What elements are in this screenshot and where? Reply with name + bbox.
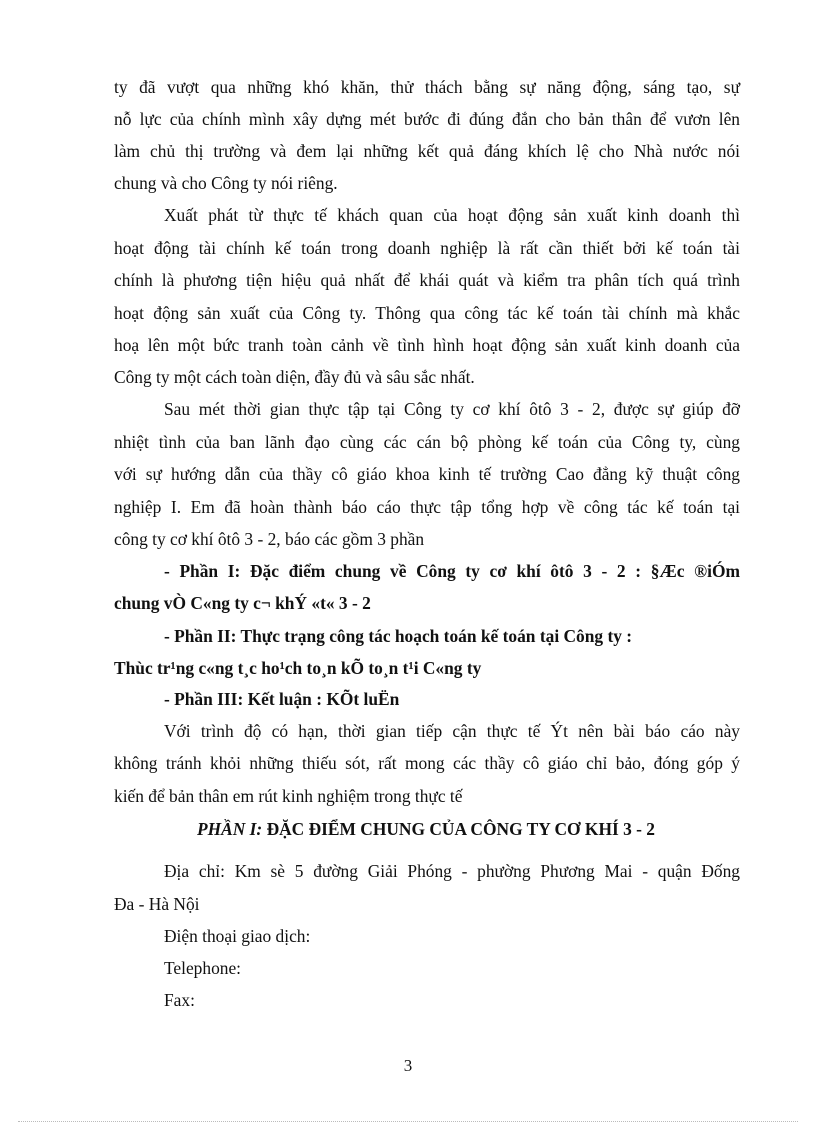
paragraph-2-line: hoạ lên một bức tranh toàn cảnh về tình hình hoạt động sản xuất kinh doanh của (114, 335, 740, 355)
paragraph-1-line: chung và cho Công ty nói riêng. (114, 173, 338, 193)
paragraph-4-line: không tránh khỏi những thiếu sót, rất mong các thầy cô giáo chỉ bảo, đóng góp ý (114, 753, 740, 773)
paragraph-2-line: Xuất phát từ thực tế khách quan của hoạt động sản xuất kinh doanh thì (164, 205, 740, 225)
part-2-subtitle: Thùc tr¹ng c«ng t¸c ho¹ch to¸n kÕ to¸n t¹i C«ng ty (114, 658, 482, 678)
part-2-title: - Phần II: Thực trạng công tác hoạch toán kế toán tại Công ty : (164, 626, 633, 646)
fax-label: Fax: (164, 990, 195, 1010)
paragraph-3-line: Sau mét thời gian thực tập tại Công ty cơ khí ôtô 3 - 2, được sự giúp đỡ (164, 399, 740, 419)
paragraph-3-line: nghiệp I. Em đã hoàn thành báo cáo thực tập tổng hợp về công tác kế toán tại (114, 497, 740, 517)
paragraph-2-line: Công ty một cách toàn diện, đầy đủ và sâu sắc nhất. (114, 367, 475, 387)
address-line: Đa - Hà Nội (114, 894, 200, 914)
page-number: 3 (403, 1056, 413, 1075)
telephone-label: Telephone: (164, 958, 242, 978)
paragraph-3-line: nhiệt tình của ban lãnh đạo cùng các cán bộ phòng kế toán của Công ty, cùng (114, 432, 740, 452)
paragraph-1-line: ty đã vượt qua những khó khăn, thử thách bằng sự năng động, sáng tạo, sự (114, 77, 740, 97)
part-3-title: - Phần III: Kết luận : KÕt luËn (164, 689, 400, 709)
paragraph-2-line: chính là phương tiện hiệu quả nhất để khái quát và kiểm tra phân tích quá trình (114, 270, 740, 290)
paragraph-3-line: công ty cơ khí ôtô 3 - 2, báo các gồm 3 phần (114, 529, 425, 549)
part-1-subtitle: chung vÒ C«ng ty c¬ khÝ «t« 3 - 2 (114, 593, 371, 613)
paragraph-4-line: kiến để bản thân em rút kinh nghiệm trong thực tế (114, 786, 463, 806)
paragraph-1-line: nỗ lực của chính mình xây dựng mét bước đi đúng đắn cho bản thân để vươn lên (114, 109, 740, 129)
paragraph-2-line: hoạt động sản xuất của Công ty. Thông qua công tác kế toán tài chính mà khắc (114, 303, 740, 323)
paragraph-4-line: Với trình độ có hạn, thời gian tiếp cận thực tế Ýt nên bài báo cáo này (164, 721, 740, 741)
paragraph-1-line: làm chủ thị trường và đem lại những kết quả đáng khích lệ cho Nhà nước nói (114, 141, 740, 161)
address-line: Địa chỉ: Km sè 5 đường Giải Phóng - phường Phương Mai - quận Đống (164, 861, 740, 881)
section-heading-title: ĐẶC ĐIỂM CHUNG CỦA CÔNG TY CƠ KHÍ 3 - 2 (262, 819, 655, 839)
phone-label: Điện thoại giao dịch: (164, 926, 311, 946)
page-bottom-border (18, 1121, 798, 1122)
part-1-title: - Phần I: Đặc điểm chung về Công ty cơ khí ôtô 3 - 2 : §Æc ®iÓm (164, 561, 740, 581)
paragraph-3-line: với sự hướng dẫn của thầy cô giáo khoa kinh tế trường Cao đẳng kỹ thuật công (114, 464, 740, 484)
section-heading-part: PHẦN I: (197, 819, 263, 839)
paragraph-2-line: hoạt động tài chính kế toán trong doanh nghiệp là rất cần thiết bởi kế toán tài (114, 238, 740, 258)
